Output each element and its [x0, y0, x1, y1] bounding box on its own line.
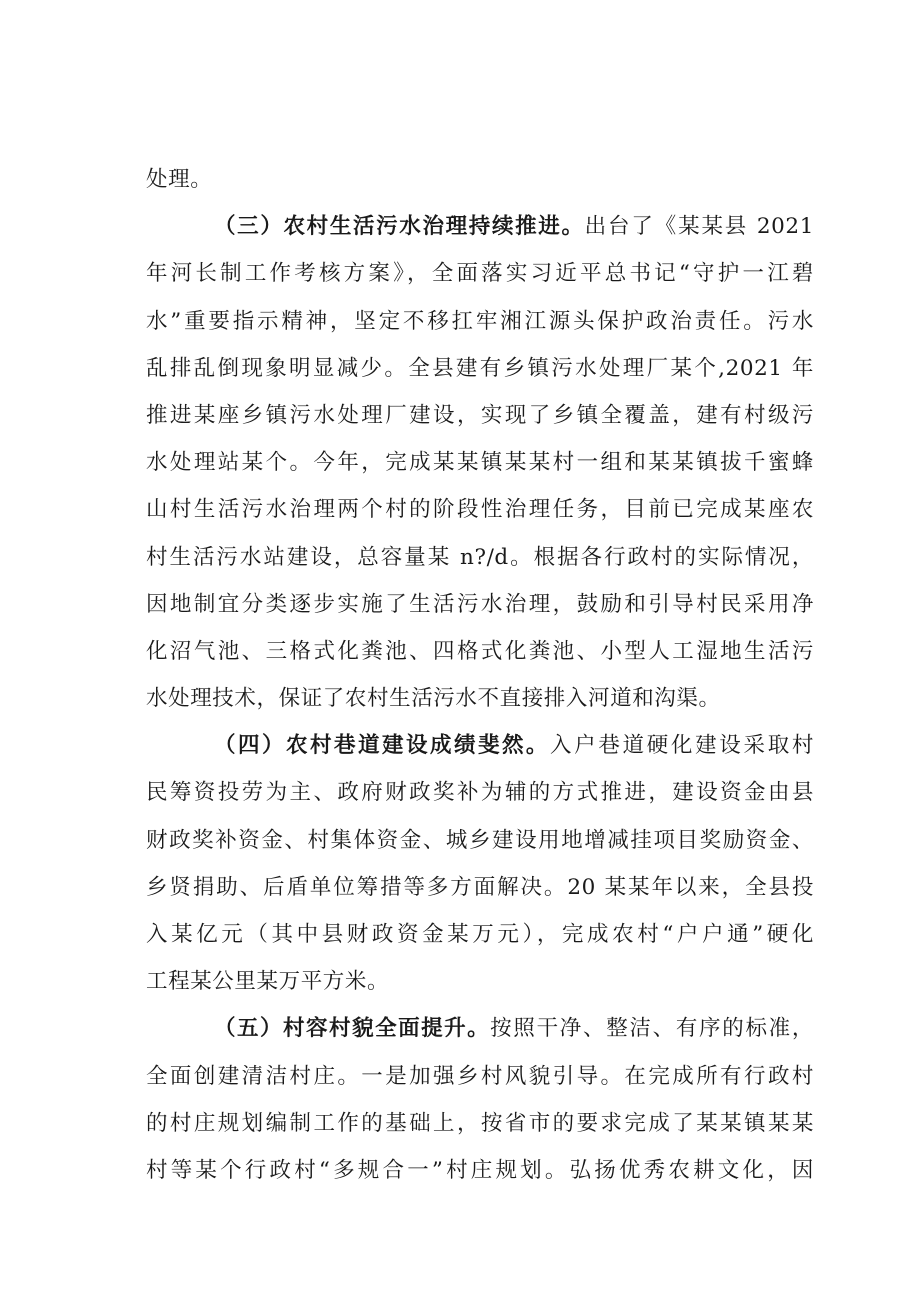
text-line: [146, 911, 814, 958]
line-text: 出台了《某某县 2021: [584, 214, 814, 240]
document-page: [146, 156, 814, 1194]
text-line: [146, 534, 814, 581]
line-text: 水处理站某个。今年，完成某某镇某某村一组和某某镇拔千蜜蜂: [146, 450, 814, 476]
text-line: [146, 958, 814, 1005]
text-line: [146, 1147, 814, 1194]
text-line: [146, 1053, 814, 1100]
text-line: [146, 486, 814, 533]
text-line: [146, 392, 814, 439]
line-text: 处理。: [146, 167, 213, 192]
text-line: [146, 1005, 814, 1052]
text-line: [146, 345, 814, 392]
section-heading: （四）农村巷道建设成绩斐然。: [214, 733, 550, 759]
line-text: 山村生活污水治理两个村的阶段性治理任务，目前已完成某座农: [146, 497, 814, 523]
text-line: [146, 439, 814, 486]
text-line: [146, 817, 814, 864]
line-text: 水处理技术，保证了农村生活污水不直接排入河道和沟渠。: [146, 686, 721, 712]
line-text: 年河长制工作考核方案》，全面落实习近平总书记“守护一江碧: [146, 261, 814, 287]
text-line: [146, 675, 814, 722]
section-heading: （三）农村生活污水治理持续推进。: [214, 214, 585, 240]
line-text: 的村庄规划编制工作的基础上，按省市的要求完成了某某镇某某: [146, 1110, 814, 1136]
line-text: 工程某公里某万平方米。: [146, 969, 390, 995]
section-heading: （五）村容村貌全面提升。: [214, 1016, 491, 1042]
line-text: 全面创建清洁村庄。一是加强乡村风貌引导。在完成所有行政村: [146, 1063, 814, 1089]
line-text: 村生活污水站建设，总容量某 n?/d。根据各行政村的实际情况，: [146, 544, 814, 570]
text-line: [146, 298, 814, 345]
text-line: [146, 1100, 814, 1147]
text-line: [146, 203, 814, 250]
text-line: [146, 156, 814, 203]
text-line: [146, 769, 814, 816]
line-text: 入某亿元（其中县财政资金某万元），完成农村“户户通”硬化: [146, 922, 814, 947]
line-text: 推进某座乡镇污水处理厂建设，实现了乡镇全覆盖，建有村级污: [146, 402, 814, 428]
line-text: 村等某个行政村“多规合一”村庄规划。弘扬优秀农耕文化，因: [146, 1157, 814, 1183]
text-line: [146, 722, 814, 769]
text-line: [146, 250, 814, 297]
line-text: 民筹资投劳为主、政府财政奖补为辅的方式推进，建设资金由县: [146, 780, 814, 806]
text-line: [146, 581, 814, 628]
line-text: 化沼气池、三格式化粪池、四格式化粪池、小型人工湿地生活污: [146, 638, 814, 664]
line-text: 因地制宜分类逐步实施了生活污水治理，鼓励和引导村民采用净: [146, 591, 814, 617]
line-text: 水”重要指示精神，坚定不移扛牢湘江源头保护政治责任。污水: [146, 308, 814, 334]
line-text: 按照干净、整洁、有序的标准，: [490, 1016, 814, 1042]
line-text: 财政奖补资金、村集体资金、城乡建设用地增减挂项目奖励资金、: [146, 827, 814, 853]
text-line: [146, 628, 814, 675]
text-line: [146, 864, 814, 911]
line-text: 入户巷道硬化建设采取村: [549, 733, 814, 759]
line-text: 乱排乱倒现象明显减少。全县建有乡镇污水处理厂某个,2021 年: [146, 355, 814, 381]
line-text: 乡贤捐助、后盾单位筹措等多方面解决。20 某某年以来，全县投: [146, 874, 814, 900]
